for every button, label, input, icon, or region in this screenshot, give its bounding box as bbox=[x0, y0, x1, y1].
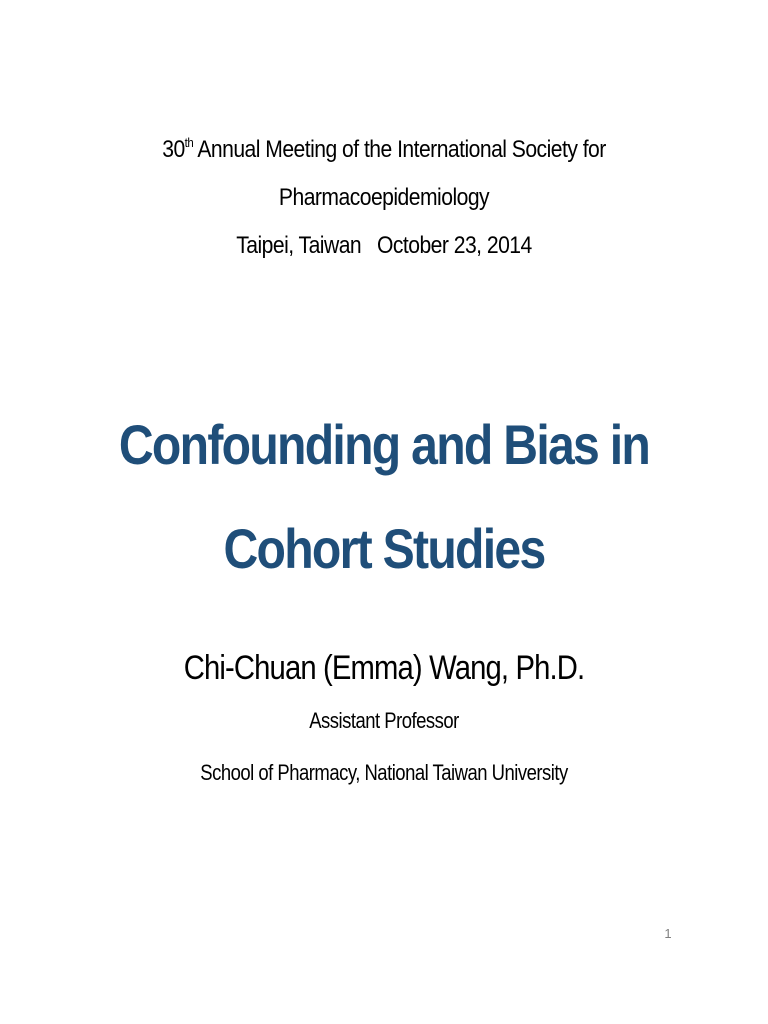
meeting-location: Taipei, Taiwan bbox=[236, 232, 362, 259]
presenter-name: Chi-Chuan (Emma) Wang, Ph.D. bbox=[183, 649, 585, 687]
slide-title-line-1: Confounding and Bias in bbox=[118, 413, 650, 476]
page-number: 1 bbox=[664, 926, 672, 941]
meeting-ordinal-number: 30 bbox=[162, 136, 185, 163]
slide-title bbox=[54, 393, 714, 601]
meeting-heading bbox=[46, 126, 722, 270]
meeting-name-text: Annual Meeting of the International Society for bbox=[193, 136, 606, 163]
meeting-line-2: Pharmacoepidemiology bbox=[278, 184, 490, 211]
meeting-line-1 bbox=[46, 126, 722, 174]
meeting-line-3 bbox=[46, 222, 722, 270]
slide-title-line-2: Cohort Studies bbox=[223, 517, 545, 580]
presenter-role: Assistant Professor bbox=[309, 708, 459, 733]
presenter-affiliation: School of Pharmacy, National Taiwan University bbox=[200, 760, 568, 785]
meeting-date: October 23, 2014 bbox=[376, 232, 532, 259]
meeting-ordinal-suffix: th bbox=[184, 135, 194, 150]
